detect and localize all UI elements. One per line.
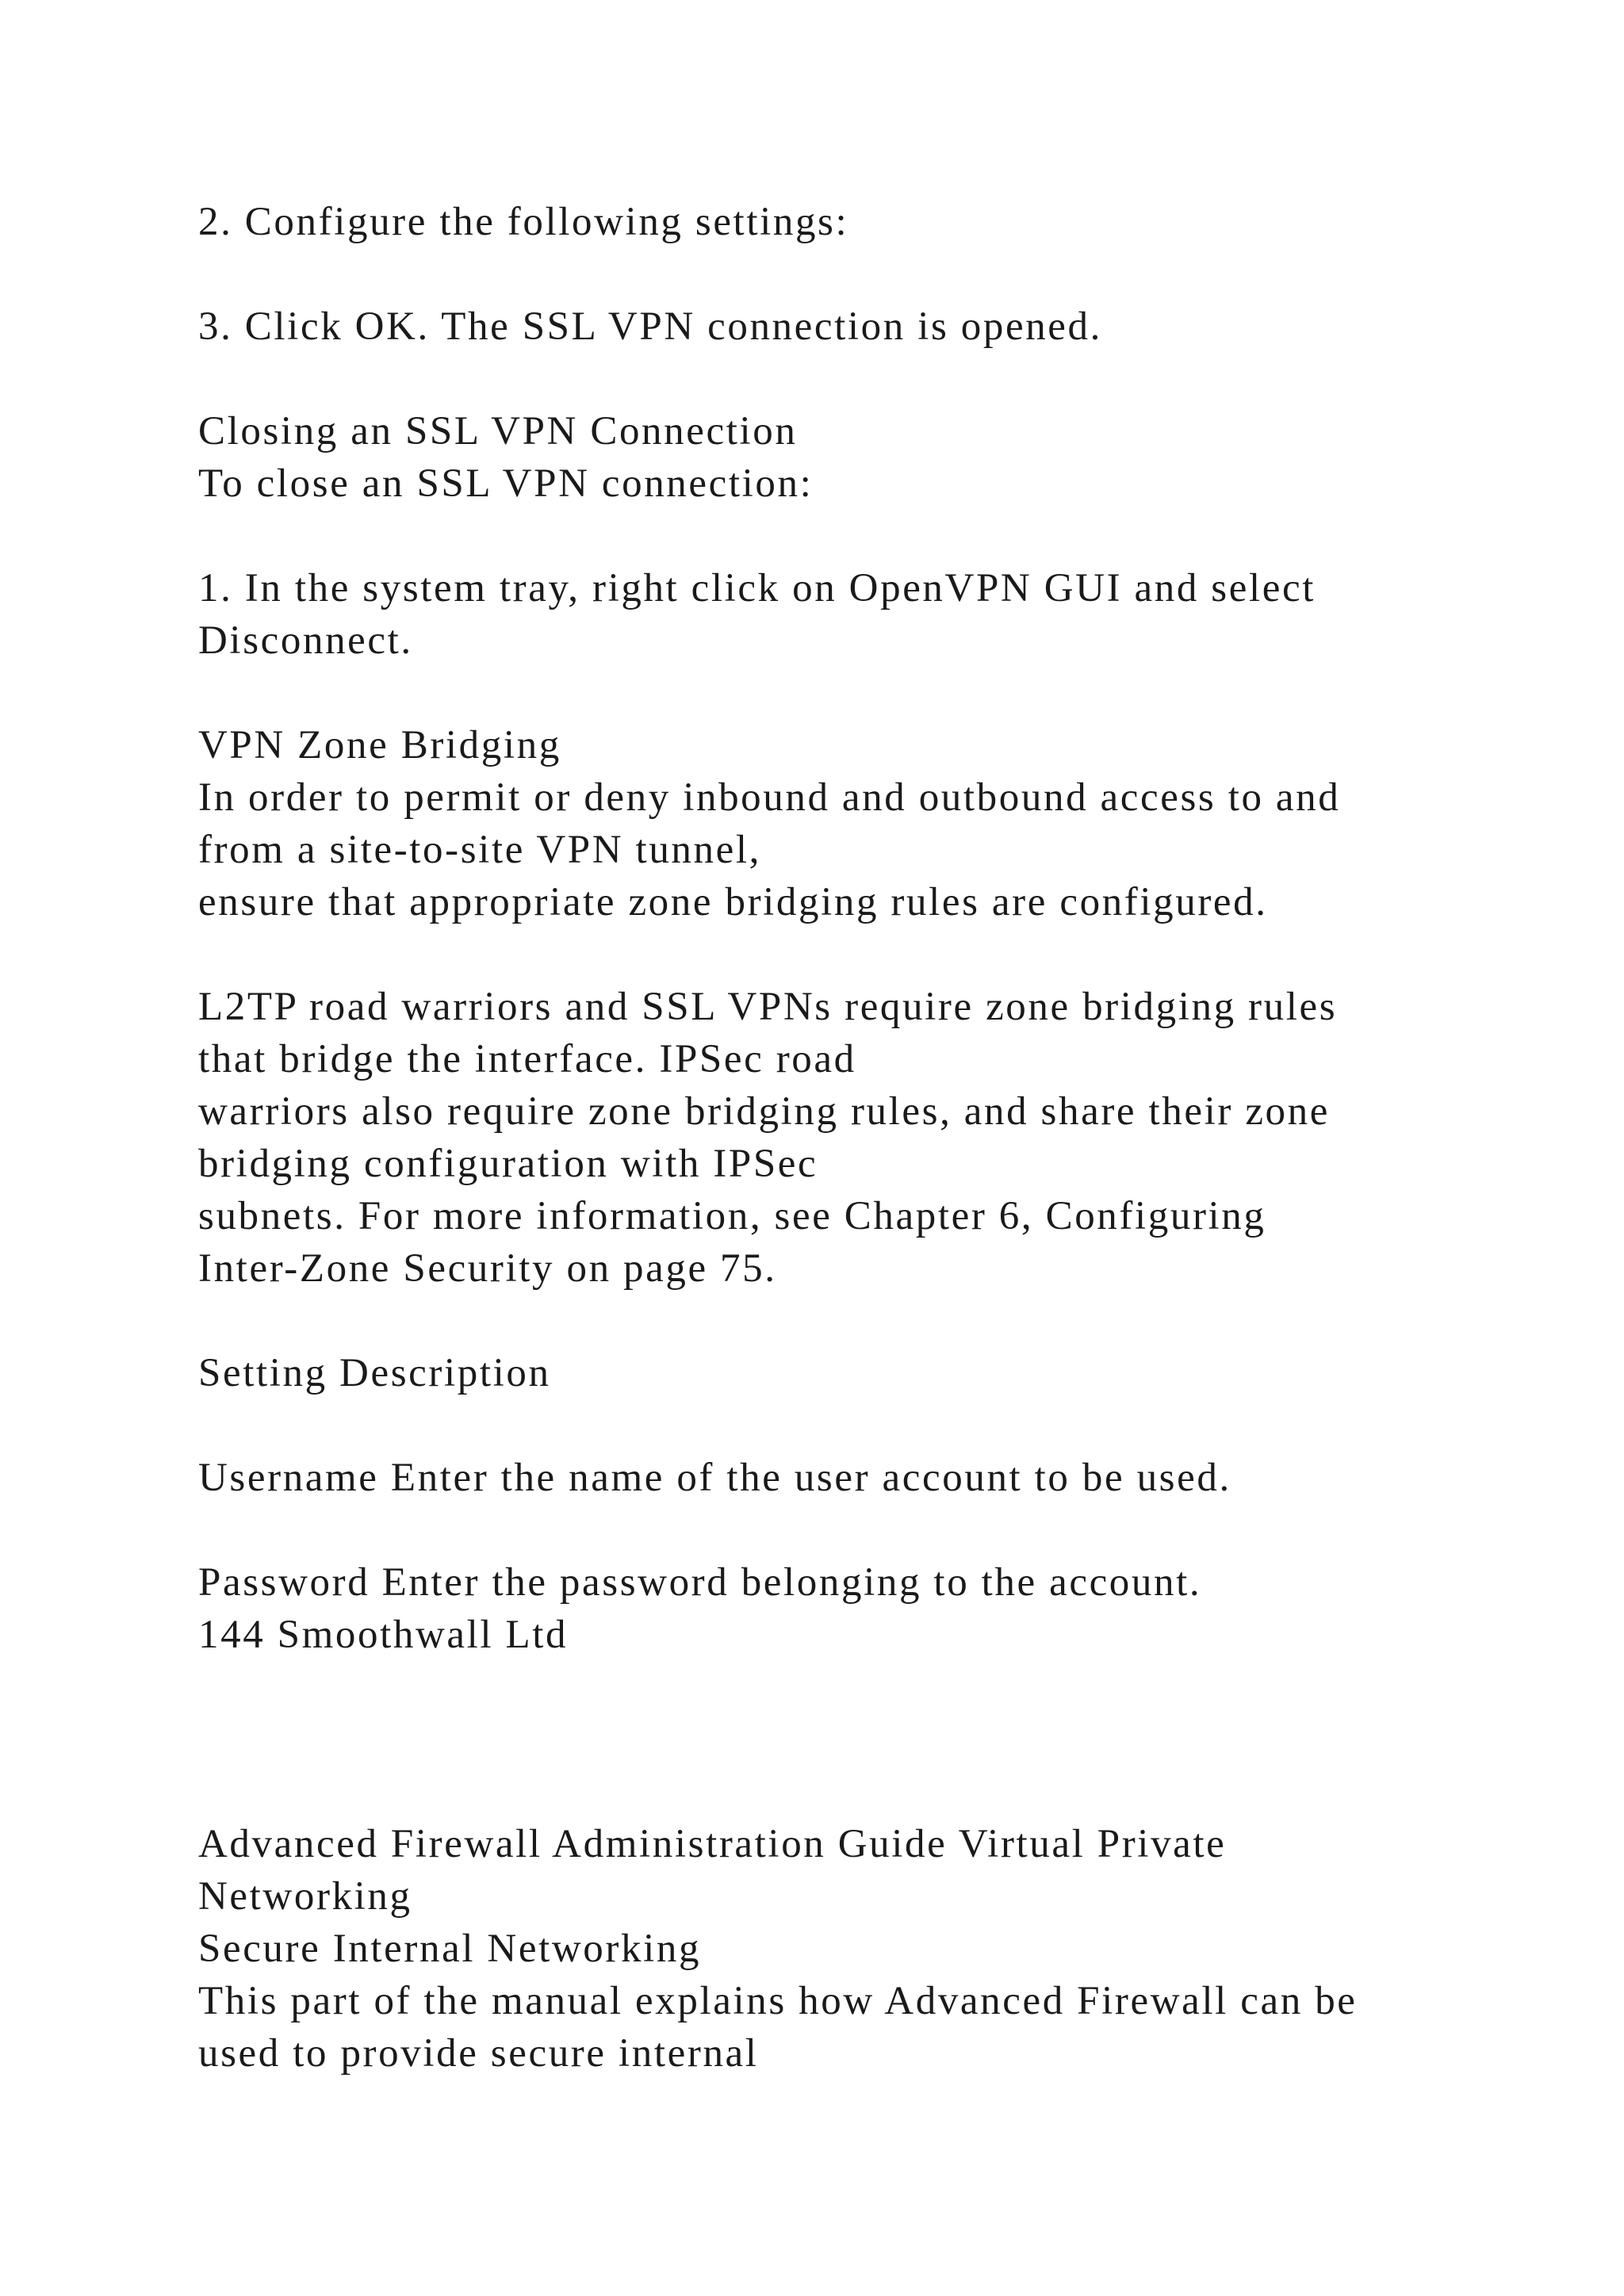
- closing-step-1: 1. In the system tray, right click on OpenVPN GUI and select: [198, 566, 1316, 610]
- settings-row-username: Username Enter the name of the user account to be used.: [198, 1456, 1231, 1500]
- closing-intro-text: To close an SSL VPN connection:: [198, 461, 814, 506]
- heading-secure-internal-networking: Secure Internal Networking: [198, 1927, 702, 1971]
- l2tp-text-6: Inter-Zone Security on page 75.: [198, 1246, 777, 1291]
- closing-step-1-cont: Disconnect.: [198, 618, 413, 663]
- l2tp-text-2: that bridge the interface. IPSec road: [198, 1037, 856, 1081]
- step-2-configure-settings: 2. Configure the following settings:: [198, 200, 849, 244]
- l2tp-text-1: L2TP road warriors and SSL VPNs require zone bridging rules: [198, 985, 1338, 1029]
- running-header-2: Networking: [198, 1874, 412, 1919]
- running-header-1: Advanced Firewall Administration Guide Virtual Private: [198, 1822, 1227, 1866]
- l2tp-text-3: warriors also require zone bridging rules, and share their zone: [198, 1089, 1330, 1134]
- step-3-click-ok: 3. Click OK. The SSL VPN connection is opened.: [198, 304, 1102, 349]
- zone-bridging-text-3: ensure that appropriate zone bridging rules are configured.: [198, 880, 1268, 924]
- settings-table-header: Setting Description: [198, 1351, 551, 1395]
- secure-internal-text-1: This part of the manual explains how Advanced Firewall can be: [198, 1979, 1358, 2023]
- settings-row-password: Password Enter the password belonging to the account.: [198, 1560, 1202, 1605]
- l2tp-text-4: bridging configuration with IPSec: [198, 1142, 818, 1186]
- page-footer: 144 Smoothwall Ltd: [198, 1613, 569, 1657]
- secure-internal-text-2: used to provide secure internal: [198, 2031, 759, 2076]
- heading-vpn-zone-bridging: VPN Zone Bridging: [198, 723, 561, 767]
- zone-bridging-text-2: from a site-to-site VPN tunnel,: [198, 828, 761, 872]
- l2tp-text-5: subnets. For more information, see Chapter 6, Configuring: [198, 1194, 1266, 1238]
- zone-bridging-text-1: In order to permit or deny inbound and outbound access to and: [198, 775, 1341, 820]
- heading-closing-ssl-vpn: Closing an SSL VPN Connection: [198, 409, 798, 453]
